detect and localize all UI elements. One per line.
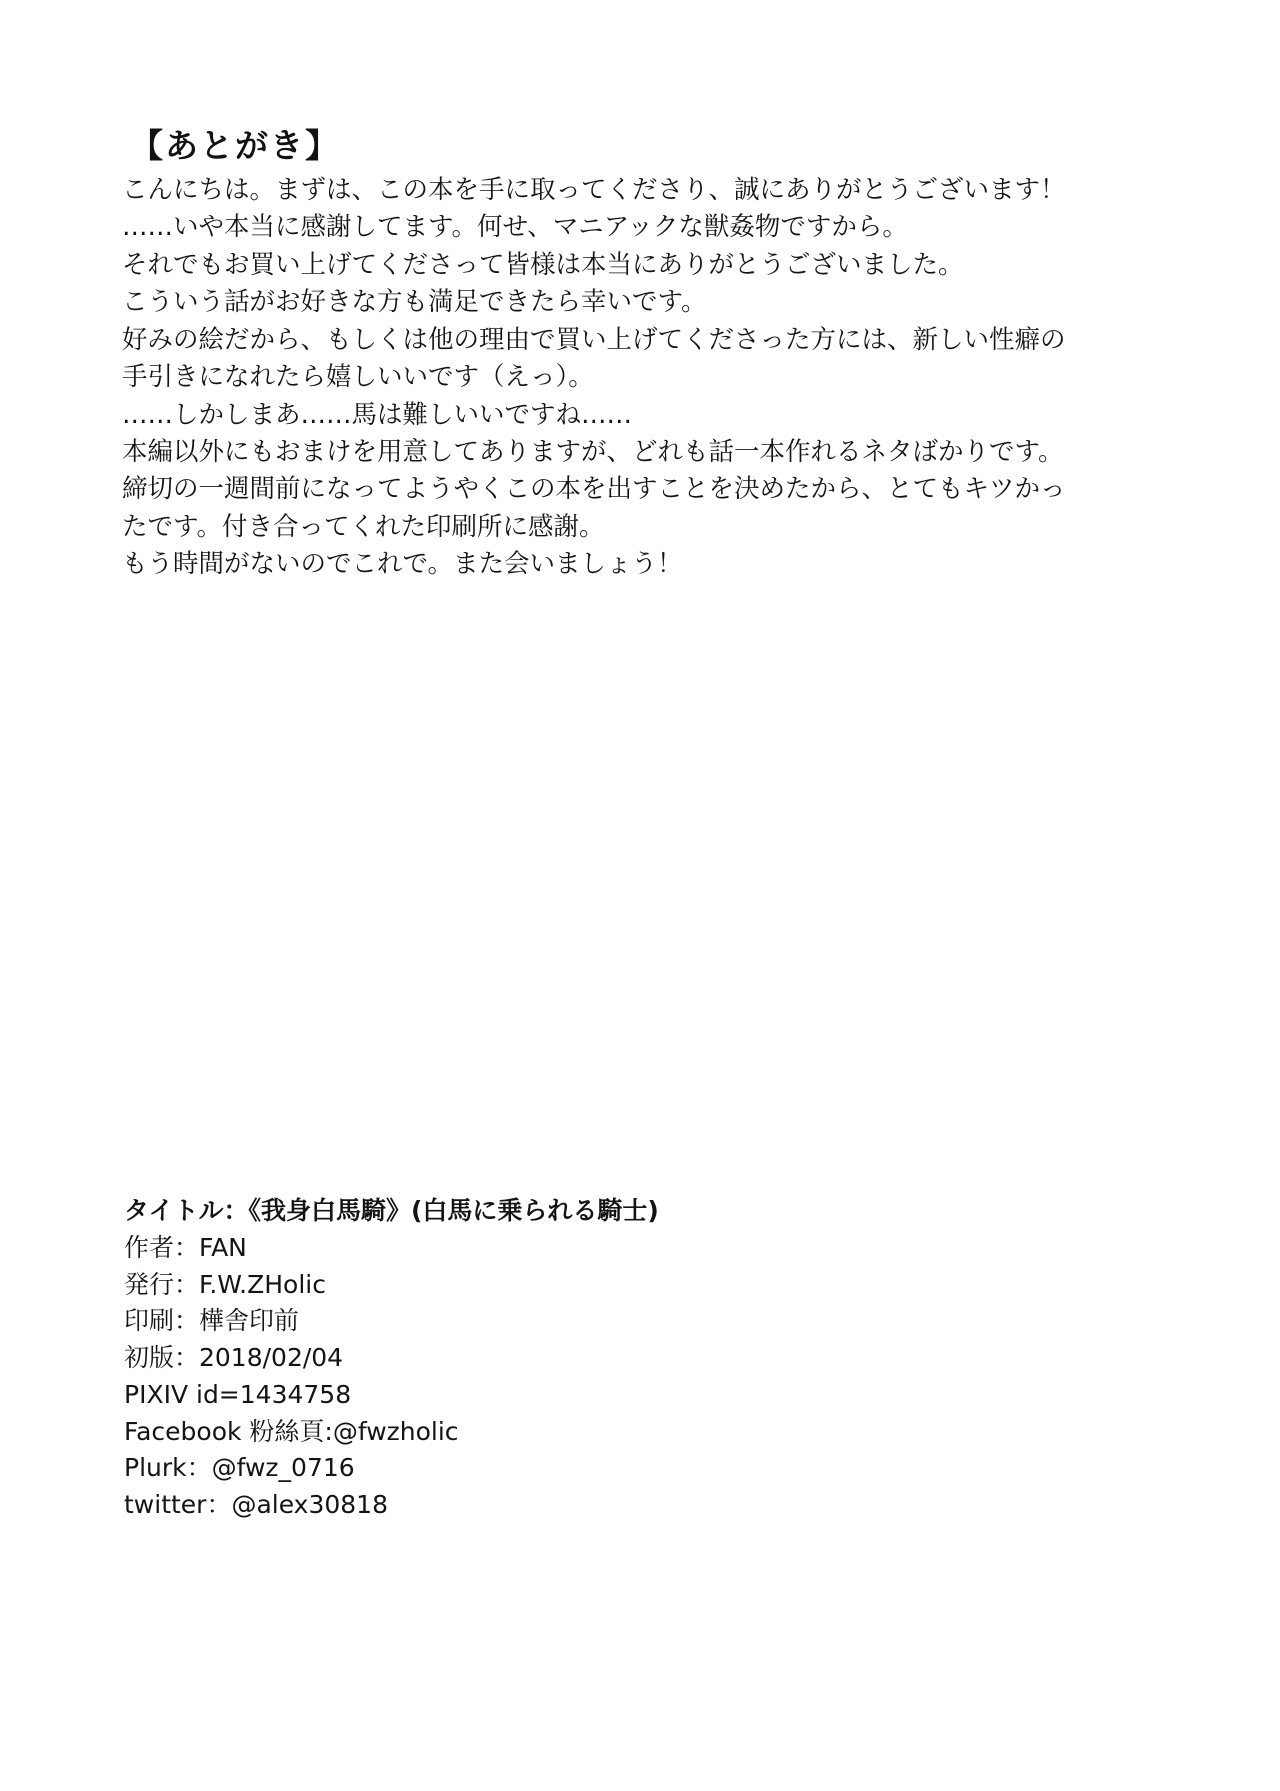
afterword-line: 締切の一週間前になってようやくこの本を出すことを決めたから、とてもキツかっ	[122, 474, 1066, 505]
afterword-line: 好みの絵だから、もしくは他の理由で買い上げてくださった方には、新しい性癖の	[122, 324, 1066, 355]
colophon-line-edition: 初版：2018/02/04	[124, 1343, 344, 1372]
colophon-line-plurk: Plurk：@fwz_0716	[124, 1453, 355, 1483]
colophon-line-printer: 印刷：樺舎印前	[124, 1306, 300, 1336]
colophon-line-facebook: Facebook 粉絲頁:@fwzholic	[124, 1416, 459, 1446]
afterword-line: 本編以外にもおまけを用意してありますが、どれも話一本作れるネタばかりです。	[122, 436, 1064, 467]
afterword-section	[122, 126, 1132, 584]
afterword-line: ……いや本当に感謝してます。何せ、マニアックな獣姦物ですから。	[122, 212, 908, 243]
afterword-heading: 【あとがき】	[130, 126, 340, 165]
afterword-line: こういう話がお好きな方も満足できたら幸いです。	[122, 287, 707, 318]
afterword-line: こんにちは。まずは、この本を手に取ってくださり、誠にありがとうございます！	[122, 174, 1066, 205]
afterword-line: たです。付き合ってくれた印刷所に感謝。	[122, 511, 605, 542]
afterword-line: ……しかしまあ……馬は難しいいですね……	[122, 399, 633, 430]
colophon-line-twitter: twitter：@alex30818	[124, 1490, 388, 1519]
afterword-line: それでもお買い上げてくださって皆様は本当にありがとうございました。	[122, 249, 964, 280]
colophon-line-publisher: 発行：F.W.ZHolic	[124, 1269, 326, 1299]
afterword-body	[122, 172, 1132, 584]
afterword-line: もう時間がないのでこれで。また会いましょう！	[122, 549, 683, 580]
afterword-line: 手引きになれたら嬉しいいです（えっ）。	[122, 362, 594, 393]
colophon-section	[124, 1193, 1024, 1524]
colophon-line-author: 作者：FAN	[124, 1232, 247, 1262]
colophon-line-pixiv: PIXIV id=1434758	[124, 1379, 352, 1409]
colophon-title-line: タイトル：《我身白馬騎》(白馬に乗られる騎士)	[124, 1196, 659, 1225]
